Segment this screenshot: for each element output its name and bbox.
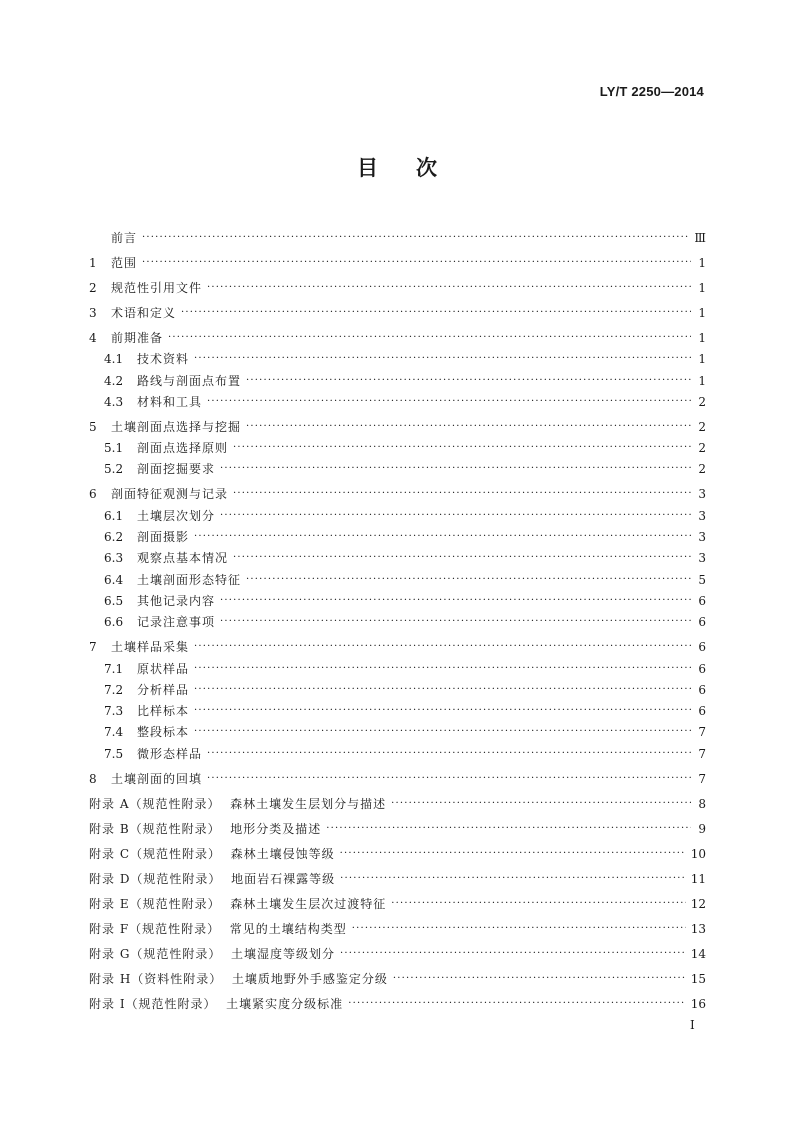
toc-entry[interactable]	[89, 410, 706, 435]
toc-entry-number: 6.2	[104, 530, 124, 545]
toc-entry[interactable]	[89, 321, 706, 346]
toc-entry-number: 4.3	[104, 394, 124, 409]
dot-leader	[340, 946, 686, 962]
toc-entry-page: 2	[698, 419, 706, 434]
toc-entry-title: 剖面挖掘要求	[137, 462, 216, 477]
dot-leader	[207, 394, 691, 410]
toc-entry-page: 6	[698, 640, 706, 655]
toc-entry-title: 附录 H（资料性附录） 土壤质地野外手感鉴定分级	[89, 971, 388, 986]
toc-entry[interactable]	[89, 787, 706, 812]
toc-entry-page: 2	[698, 462, 706, 477]
dot-leader	[246, 572, 691, 588]
dot-leader	[194, 351, 691, 367]
toc-entry[interactable]	[89, 296, 706, 321]
toc-entry-number: 8	[89, 771, 97, 786]
toc-entry[interactable]	[89, 367, 706, 388]
toc-entry-page: 12	[690, 896, 706, 911]
toc-entry-page: 1	[698, 256, 706, 270]
dot-leader	[207, 771, 691, 787]
dot-leader	[326, 821, 691, 837]
dot-leader	[233, 440, 691, 456]
dot-leader	[142, 230, 689, 246]
toc-entry-page: 10	[690, 846, 706, 861]
toc-entry-title: 附录 F（规范性附录） 常见的土壤结构类型	[89, 921, 347, 936]
dot-leader	[142, 255, 691, 271]
toc-entry-number: 6.6	[104, 615, 124, 630]
toc-entry-title: 土壤样品采集	[111, 640, 190, 655]
toc-entry-page: 13	[690, 921, 706, 936]
toc-entry-title: 前期准备	[111, 331, 164, 345]
toc-entry-page: 16	[690, 996, 706, 1011]
toc-entry-page: 9	[698, 821, 706, 836]
toc-entry-number: 7.3	[104, 704, 124, 719]
toc-entry-page: 5	[698, 572, 706, 587]
toc-entry-title: 附录 I（规范性附录） 土壤紧实度分级标准	[89, 996, 344, 1011]
toc-entry-number: 7.1	[104, 661, 124, 676]
table-of-contents	[89, 221, 706, 1012]
toc-entry-title: 整段标本	[137, 725, 190, 740]
toc-entry-page: 8	[698, 796, 706, 811]
toc-entry[interactable]	[89, 740, 706, 761]
toc-entry-page: 3	[698, 530, 706, 545]
page-title: 目次	[357, 156, 475, 180]
toc-entry-number: 5.1	[104, 441, 124, 456]
dot-leader	[194, 661, 691, 677]
toc-entry[interactable]	[89, 698, 706, 719]
toc-entry-page: 3	[698, 508, 706, 523]
toc-entry-title: 剖面摄影	[137, 530, 190, 545]
toc-entry[interactable]	[89, 566, 706, 587]
toc-entry[interactable]	[89, 246, 706, 271]
toc-entry-page: 6	[698, 704, 706, 719]
dot-leader	[391, 796, 691, 812]
dot-leader	[207, 746, 691, 762]
dot-leader	[194, 682, 691, 698]
toc-entry-title: 前言	[111, 231, 138, 245]
toc-entry-number: 5.2	[104, 462, 124, 477]
dot-leader	[220, 461, 691, 477]
dot-leader	[220, 508, 691, 524]
toc-entry-number: 6	[89, 487, 97, 502]
toc-entry-title: 比样标本	[137, 704, 190, 719]
toc-entry-page: 7	[698, 725, 706, 740]
toc-entry-page: 7	[698, 771, 706, 786]
toc-entry-title: 分析样品	[137, 682, 190, 697]
toc-entry[interactable]	[89, 762, 706, 787]
toc-entry-page: Ⅲ	[694, 231, 706, 245]
toc-entry-page: 14	[690, 946, 706, 961]
toc-entry-page: 1	[698, 373, 706, 388]
dot-leader	[391, 896, 686, 912]
toc-entry-page: 6	[698, 593, 706, 608]
dot-leader	[168, 330, 691, 346]
dot-leader	[194, 724, 691, 740]
toc-entry-page: 3	[698, 487, 706, 502]
toc-entry-number: 7	[89, 640, 97, 655]
toc-entry-title: 附录 C（规范性附录） 森林土壤侵蚀等级	[89, 846, 335, 861]
toc-entry[interactable]	[89, 346, 706, 367]
toc-entry-page: 6	[698, 661, 706, 676]
toc-entry-number: 6.3	[104, 551, 124, 566]
toc-entry-title: 记录注意事项	[137, 615, 216, 630]
toc-entry-page: 1	[698, 281, 706, 295]
toc-entry-number: 7.2	[104, 682, 124, 697]
toc-entry-page: 7	[698, 746, 706, 761]
dot-leader	[348, 996, 686, 1012]
toc-entry[interactable]	[89, 719, 706, 740]
dot-leader	[340, 871, 686, 887]
toc-entry[interactable]	[89, 545, 706, 566]
toc-entry-title: 附录 B（规范性附录） 地形分类及描述	[89, 821, 322, 836]
toc-entry-page: 1	[698, 331, 706, 345]
toc-entry-title: 观察点基本情况	[137, 551, 229, 566]
toc-entry-number: 2	[89, 281, 97, 295]
toc-entry-title: 附录 D（规范性附录） 地面岩石裸露等级	[89, 871, 336, 886]
toc-entry[interactable]	[89, 630, 706, 655]
toc-entry-title: 术语和定义	[111, 306, 177, 320]
toc-entry-title: 剖面特征观测与记录	[111, 487, 229, 502]
toc-entry-title: 路线与剖面点布置	[137, 373, 242, 388]
toc-entry-page: 2	[698, 394, 706, 409]
toc-entry[interactable]	[89, 837, 706, 862]
toc-entry-number: 4.2	[104, 373, 124, 388]
toc-entry-title: 土壤剖面形态特征	[137, 572, 242, 587]
standard-number: LY/T 2250—2014	[599, 84, 704, 99]
toc-entry-number: 3	[89, 306, 97, 320]
toc-entry-title: 材料和工具	[137, 394, 203, 409]
toc-entry[interactable]	[89, 435, 706, 456]
dot-leader	[233, 550, 691, 566]
dot-leader	[233, 486, 691, 502]
dot-leader	[181, 305, 691, 321]
toc-entry[interactable]	[89, 456, 706, 477]
dot-leader	[194, 703, 691, 719]
toc-entry-number: 7.5	[104, 746, 124, 761]
toc-entry-number: 4	[89, 331, 97, 345]
toc-entry[interactable]	[89, 221, 706, 246]
toc-entry[interactable]	[89, 609, 706, 630]
dot-leader	[194, 529, 691, 545]
toc-entry-number: 6.5	[104, 593, 124, 608]
toc-entry-page: 15	[690, 971, 706, 986]
toc-entry[interactable]	[89, 887, 706, 912]
toc-entry-number: 6.4	[104, 572, 124, 587]
toc-entry-title: 土壤层次划分	[137, 508, 216, 523]
toc-entry-title: 其他记录内容	[137, 593, 216, 608]
dot-leader	[340, 846, 686, 862]
toc-entry-title: 技术资料	[137, 352, 190, 367]
dot-leader	[246, 373, 691, 389]
dot-leader	[393, 971, 686, 987]
toc-entry-title: 范围	[111, 256, 138, 270]
dot-leader	[220, 593, 691, 609]
toc-entry-number: 6.1	[104, 508, 124, 523]
toc-entry-title: 土壤剖面点选择与挖掘	[111, 419, 242, 434]
toc-entry-title: 微形态样品	[137, 746, 203, 761]
toc-entry[interactable]	[89, 937, 706, 962]
toc-entry-number: 7.4	[104, 725, 124, 740]
toc-entry-title: 土壤剖面的回填	[111, 771, 203, 786]
toc-entry-number: 1	[89, 256, 97, 270]
toc-entry-page: 6	[698, 682, 706, 697]
toc-entry[interactable]	[89, 655, 706, 676]
toc-entry-title: 规范性引用文件	[111, 281, 203, 295]
toc-entry-page: 1	[698, 306, 706, 320]
toc-entry-title: 附录 G（规范性附录） 土壤湿度等级划分	[89, 946, 336, 961]
toc-entry-number: 5	[89, 419, 97, 434]
toc-entry[interactable]	[89, 812, 706, 837]
toc-entry-title: 原状样品	[137, 661, 190, 676]
toc-entry[interactable]	[89, 862, 706, 887]
toc-entry-page: 11	[690, 871, 706, 886]
dot-leader	[352, 921, 686, 937]
toc-entry-title: 附录 E（规范性附录） 森林土壤发生层次过渡特征	[89, 896, 387, 911]
toc-entry[interactable]	[89, 677, 706, 698]
toc-entry[interactable]	[89, 389, 706, 410]
dot-leader	[194, 639, 691, 655]
page-number: I	[690, 1018, 695, 1032]
toc-entry[interactable]	[89, 524, 706, 545]
toc-entry[interactable]	[89, 987, 706, 1012]
toc-entry[interactable]	[89, 502, 706, 523]
toc-entry-page: 3	[698, 551, 706, 566]
toc-entry[interactable]	[89, 912, 706, 937]
dot-leader	[220, 614, 691, 630]
toc-entry-number: 4.1	[104, 352, 124, 367]
dot-leader	[207, 280, 691, 296]
toc-entry[interactable]	[89, 477, 706, 502]
toc-entry[interactable]	[89, 271, 706, 296]
toc-entry-page: 1	[698, 352, 706, 367]
toc-entry-title: 附录 A（规范性附录） 森林土壤发生层划分与描述	[89, 796, 387, 811]
dot-leader	[246, 419, 691, 435]
toc-entry-title: 剖面点选择原则	[137, 441, 229, 456]
toc-entry-page: 2	[698, 441, 706, 456]
toc-entry[interactable]	[89, 962, 706, 987]
toc-entry-page: 6	[698, 615, 706, 630]
toc-entry[interactable]	[89, 588, 706, 609]
